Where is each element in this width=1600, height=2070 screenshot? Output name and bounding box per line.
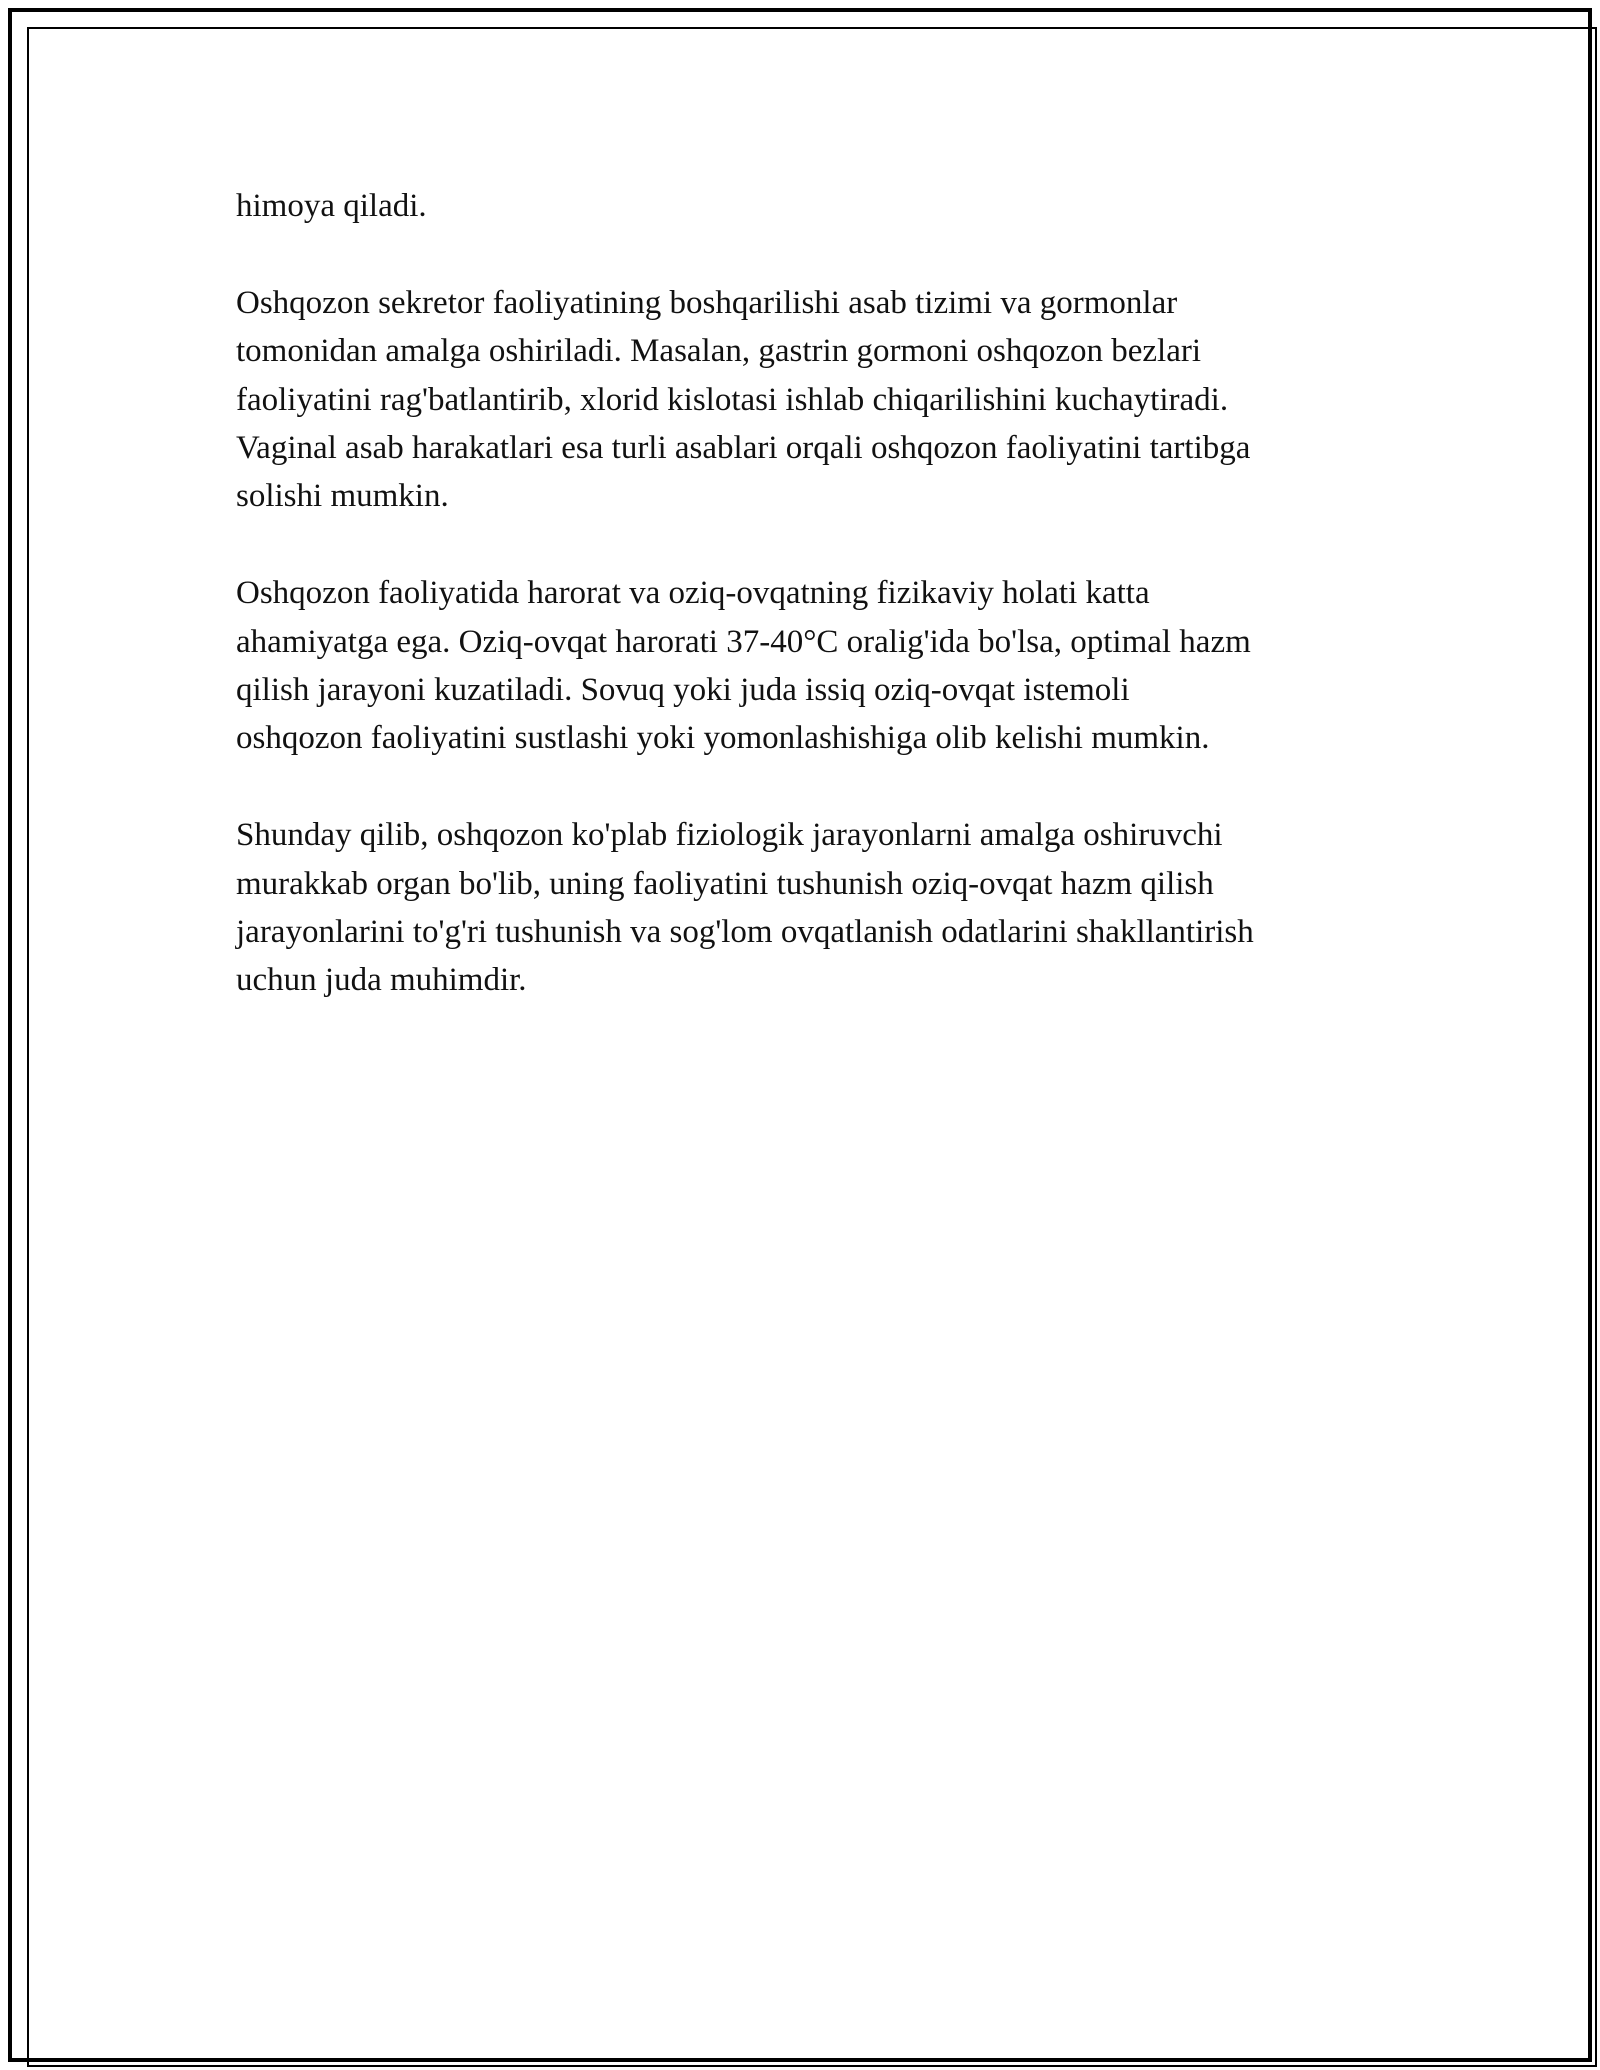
text-line: himoya qiladi.: [236, 188, 427, 224]
paragraph-4: [236, 811, 1386, 1005]
paragraph-3: [236, 569, 1386, 763]
text-line: Oshqozon faoliyatida harorat va oziq-ovqatning fizikaviy holati katta: [236, 575, 1150, 612]
text-line: uchun juda muhimdir.: [236, 962, 527, 999]
text-line: oshqozon faoliyatini sustlashi yoki yomonlashishiga olib kelishi mumkin.: [236, 720, 1210, 757]
text-line: jarayonlarini to'g'ri tushunish va sog'lom ovqatlanish odatlarini shakllantirish: [236, 914, 1254, 951]
text-line: Vaginal asab harakatlari esa turli asablari orqali oshqozon faoliyatini tartibga: [236, 430, 1251, 467]
paragraph-1: [236, 182, 1386, 230]
text-line: solishi mumkin.: [236, 478, 449, 515]
text-line: murakkab organ bo'lib, uning faoliyatini tushunish oziq-ovqat hazm qilish: [236, 865, 1214, 902]
document-body: [236, 182, 1386, 1005]
paragraph-2: [236, 279, 1386, 521]
text-line: Shunday qilib, oshqozon ko'plab fiziologik jarayonlarni amalga oshiruvchi: [236, 817, 1223, 854]
text-line: ahamiyatga ega. Oziq-ovqat harorati 37-40°C oralig'ida bo'lsa, optimal hazm: [236, 623, 1251, 660]
text-line: faoliyatini rag'batlantirib, xlorid kislotasi ishlab chiqarilishini kuchaytiradi.: [236, 381, 1229, 418]
text-line: tomonidan amalga oshiriladi. Masalan, gastrin gormoni oshqozon bezlari: [236, 333, 1202, 370]
text-line: qilish jarayoni kuzatiladi. Sovuq yoki juda issiq oziq-ovqat istemoli: [236, 672, 1130, 709]
text-line: Oshqozon sekretor faoliyatining boshqarilishi asab tizimi va gormonlar: [236, 284, 1178, 321]
